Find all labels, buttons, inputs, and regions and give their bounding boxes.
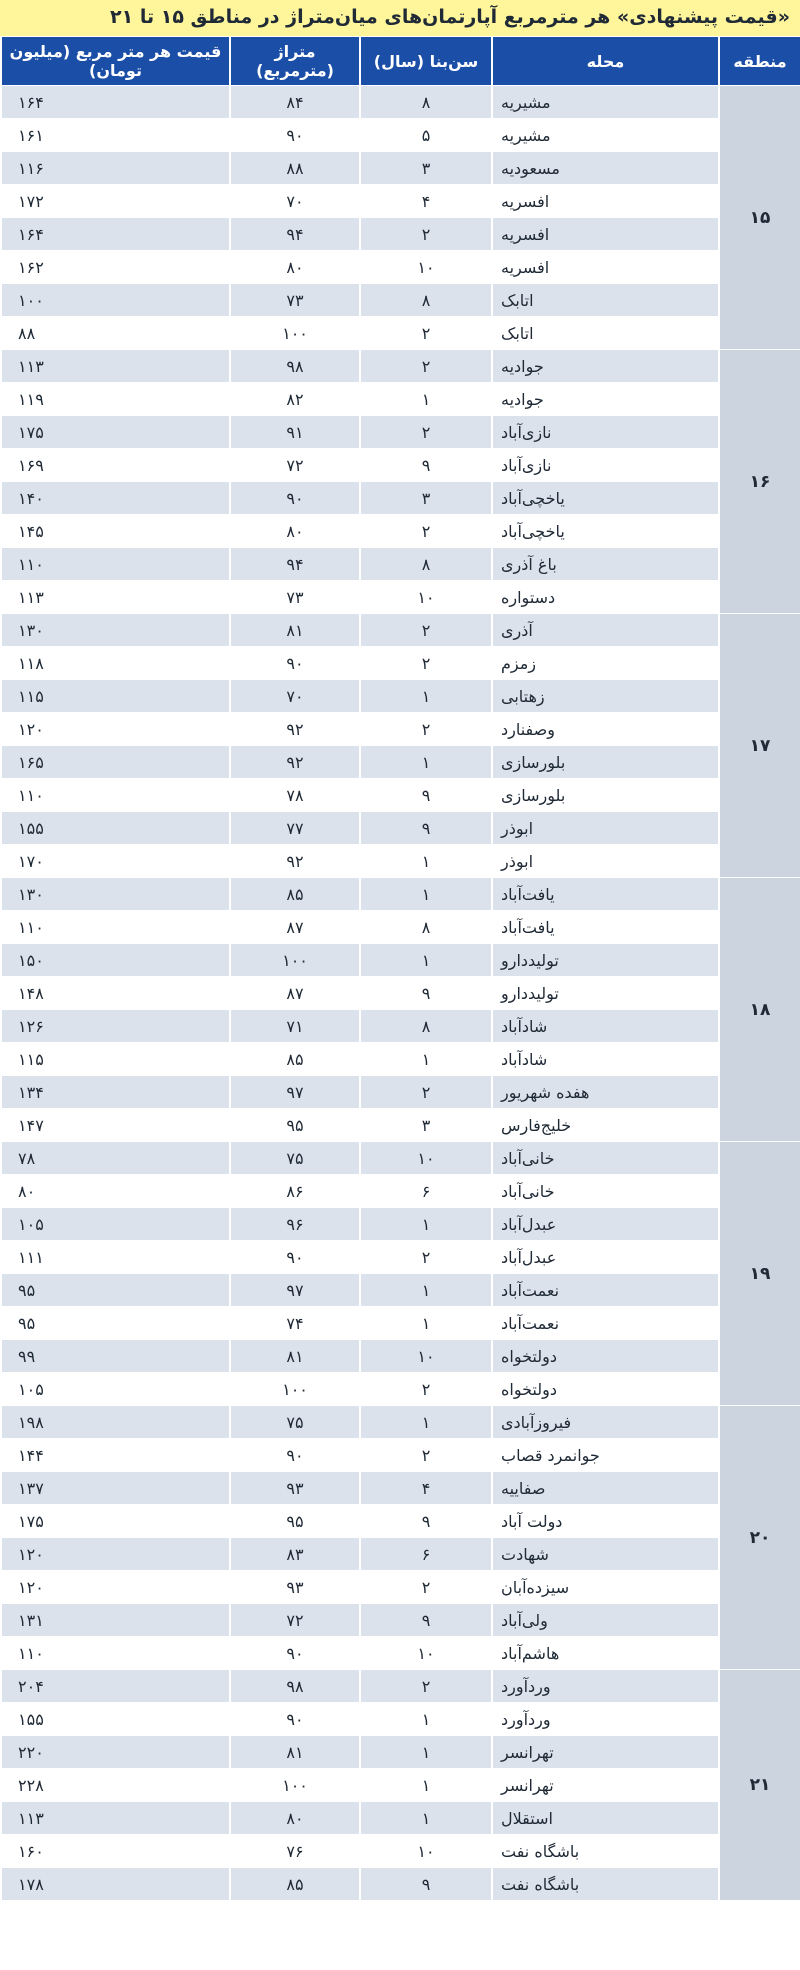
neighborhood-cell: عبدل‌آباد <box>493 1241 718 1273</box>
price-cell: ۱۶۱ <box>2 119 229 151</box>
table-row <box>2 515 800 547</box>
area-cell: ۸۰ <box>231 515 359 547</box>
table-row <box>2 812 800 844</box>
price-cell: ۹۵ <box>2 1307 229 1339</box>
price-cell: ۹۹ <box>2 1340 229 1372</box>
neighborhood-cell: باشگاه نفت <box>493 1868 718 1900</box>
age-cell: ۱ <box>361 944 491 976</box>
age-cell: ۸ <box>361 284 491 316</box>
neighborhood-cell: وردآورد <box>493 1670 718 1702</box>
price-cell: ۱۷۸ <box>2 1868 229 1900</box>
price-cell: ۱۱۳ <box>2 350 229 382</box>
area-cell: ۸۳ <box>231 1538 359 1570</box>
neighborhood-cell: خلیج‌فارس <box>493 1109 718 1141</box>
area-cell: ۷۸ <box>231 779 359 811</box>
price-cell: ۱۳۰ <box>2 878 229 910</box>
neighborhood-cell: خانی‌آباد <box>493 1142 718 1174</box>
age-cell: ۸ <box>361 1010 491 1042</box>
age-cell: ۸ <box>361 911 491 943</box>
age-cell: ۲ <box>361 1241 491 1273</box>
age-cell: ۲ <box>361 416 491 448</box>
area-cell: ۷۳ <box>231 284 359 316</box>
area-cell: ۸۷ <box>231 911 359 943</box>
table-row <box>2 680 800 712</box>
area-cell: ۹۴ <box>231 548 359 580</box>
table-row <box>2 284 800 316</box>
price-cell: ۷۸ <box>2 1142 229 1174</box>
area-cell: ۸۱ <box>231 614 359 646</box>
neighborhood-cell: ابوذر <box>493 845 718 877</box>
table-row <box>2 548 800 580</box>
age-cell: ۲ <box>361 1373 491 1405</box>
neighborhood-cell: باشگاه نفت <box>493 1835 718 1867</box>
price-cell: ۱۲۰ <box>2 713 229 745</box>
region-cell: ۱۵ <box>720 86 800 349</box>
price-cell: ۱۰۵ <box>2 1208 229 1240</box>
age-cell: ۱ <box>361 1769 491 1801</box>
age-cell: ۲ <box>361 1439 491 1471</box>
table-row <box>2 1307 800 1339</box>
region-cell: ۱۹ <box>720 1142 800 1405</box>
area-cell: ۹۰ <box>231 1637 359 1669</box>
age-cell: ۲ <box>361 614 491 646</box>
neighborhood-cell: یافت‌آباد <box>493 911 718 943</box>
area-cell: ۸۵ <box>231 1868 359 1900</box>
neighborhood-cell: نازی‌آباد <box>493 449 718 481</box>
age-cell: ۱ <box>361 878 491 910</box>
area-cell: ۸۵ <box>231 1043 359 1075</box>
age-cell: ۴ <box>361 185 491 217</box>
age-cell: ۹ <box>361 977 491 1009</box>
header-row <box>2 37 800 85</box>
neighborhood-cell: جوادیه <box>493 350 718 382</box>
table-row <box>2 944 800 976</box>
age-cell: ۲ <box>361 317 491 349</box>
price-cell: ۱۶۲ <box>2 251 229 283</box>
table-row <box>2 152 800 184</box>
area-cell: ۹۸ <box>231 1670 359 1702</box>
neighborhood-cell: سیزده‌آبان <box>493 1571 718 1603</box>
price-cell: ۱۳۱ <box>2 1604 229 1636</box>
price-cell: ۱۳۷ <box>2 1472 229 1504</box>
price-cell: ۱۶۰ <box>2 1835 229 1867</box>
table-row <box>2 1769 800 1801</box>
table-title: «قیمت پیشنهادی» هر مترمربع آپارتمان‌های میان‌متراژ در مناطق ۱۵ تا ۲۱ <box>0 0 800 36</box>
price-cell: ۱۱۰ <box>2 548 229 580</box>
age-cell: ۱ <box>361 1043 491 1075</box>
table-row <box>2 1208 800 1240</box>
table-row <box>2 1835 800 1867</box>
table-row <box>2 647 800 679</box>
age-cell: ۸ <box>361 548 491 580</box>
price-cell: ۱۲۶ <box>2 1010 229 1042</box>
neighborhood-cell: وردآورد <box>493 1703 718 1735</box>
area-cell: ۷۷ <box>231 812 359 844</box>
table-body <box>2 86 800 1900</box>
table-row <box>2 779 800 811</box>
age-cell: ۹ <box>361 779 491 811</box>
price-cell: ۱۷۵ <box>2 416 229 448</box>
table-row <box>2 86 800 118</box>
age-cell: ۶ <box>361 1538 491 1570</box>
neighborhood-cell: صفاییه <box>493 1472 718 1504</box>
age-cell: ۲ <box>361 647 491 679</box>
area-cell: ۸۵ <box>231 878 359 910</box>
area-cell: ۸۰ <box>231 251 359 283</box>
age-cell: ۱ <box>361 1307 491 1339</box>
age-cell: ۲ <box>361 713 491 745</box>
price-cell: ۱۶۵ <box>2 746 229 778</box>
age-cell: ۱۰ <box>361 1340 491 1372</box>
area-cell: ۹۰ <box>231 119 359 151</box>
neighborhood-cell: وصفنارد <box>493 713 718 745</box>
neighborhood-cell: نعمت‌آباد <box>493 1274 718 1306</box>
table-row <box>2 383 800 415</box>
price-cell: ۲۲۰ <box>2 1736 229 1768</box>
age-cell: ۴ <box>361 1472 491 1504</box>
area-cell: ۹۲ <box>231 713 359 745</box>
table-row <box>2 1076 800 1108</box>
area-cell: ۷۰ <box>231 185 359 217</box>
neighborhood-cell: تولیددارو <box>493 944 718 976</box>
area-cell: ۹۲ <box>231 845 359 877</box>
area-cell: ۹۰ <box>231 647 359 679</box>
table-row <box>2 416 800 448</box>
price-cell: ۱۱۸ <box>2 647 229 679</box>
area-cell: ۷۰ <box>231 680 359 712</box>
neighborhood-cell: یاخچی‌آباد <box>493 482 718 514</box>
price-cell: ۹۵ <box>2 1274 229 1306</box>
area-cell: ۹۵ <box>231 1109 359 1141</box>
age-cell: ۲ <box>361 218 491 250</box>
neighborhood-cell: یافت‌آباد <box>493 878 718 910</box>
price-cell: ۱۱۵ <box>2 1043 229 1075</box>
table-row <box>2 1604 800 1636</box>
price-cell: ۱۷۲ <box>2 185 229 217</box>
neighborhood-cell: یاخچی‌آباد <box>493 515 718 547</box>
table-row <box>2 317 800 349</box>
neighborhood-cell: زمزم <box>493 647 718 679</box>
table-row <box>2 1439 800 1471</box>
age-cell: ۱ <box>361 746 491 778</box>
neighborhood-cell: شادآباد <box>493 1043 718 1075</box>
header-area: متراژ (مترمربع) <box>231 37 359 85</box>
neighborhood-cell: اتابک <box>493 317 718 349</box>
neighborhood-cell: مشیریه <box>493 86 718 118</box>
price-cell: ۱۱۰ <box>2 779 229 811</box>
price-cell: ۱۰۰ <box>2 284 229 316</box>
table-row <box>2 1241 800 1273</box>
price-cell: ۱۴۷ <box>2 1109 229 1141</box>
neighborhood-cell: جوانمرد قصاب <box>493 1439 718 1471</box>
age-cell: ۱۰ <box>361 1142 491 1174</box>
age-cell: ۲ <box>361 515 491 547</box>
area-cell: ۹۷ <box>231 1274 359 1306</box>
table-row <box>2 1868 800 1900</box>
neighborhood-cell: نازی‌آباد <box>493 416 718 448</box>
age-cell: ۱۰ <box>361 1835 491 1867</box>
price-cell: ۱۹۸ <box>2 1406 229 1438</box>
neighborhood-cell: ولی‌آباد <box>493 1604 718 1636</box>
neighborhood-cell: شهادت <box>493 1538 718 1570</box>
table-row <box>2 1802 800 1834</box>
area-cell: ۹۰ <box>231 1241 359 1273</box>
price-cell: ۱۴۸ <box>2 977 229 1009</box>
table-row <box>2 845 800 877</box>
age-cell: ۹ <box>361 449 491 481</box>
age-cell: ۹ <box>361 1868 491 1900</box>
age-cell: ۱ <box>361 1703 491 1735</box>
price-cell: ۱۳۰ <box>2 614 229 646</box>
age-cell: ۲ <box>361 1670 491 1702</box>
table-row <box>2 350 800 382</box>
area-cell: ۸۰ <box>231 1802 359 1834</box>
neighborhood-cell: هفده شهریور <box>493 1076 718 1108</box>
age-cell: ۲ <box>361 1076 491 1108</box>
age-cell: ۱۰ <box>361 251 491 283</box>
neighborhood-cell: مشیریه <box>493 119 718 151</box>
area-cell: ۹۲ <box>231 746 359 778</box>
neighborhood-cell: تهرانسر <box>493 1769 718 1801</box>
table-row <box>2 449 800 481</box>
neighborhood-cell: افسریه <box>493 251 718 283</box>
table-row <box>2 1637 800 1669</box>
neighborhood-cell: افسریه <box>493 185 718 217</box>
table-row <box>2 1406 800 1438</box>
table-row <box>2 1670 800 1702</box>
price-cell: ۱۰۵ <box>2 1373 229 1405</box>
price-cell: ۸۸ <box>2 317 229 349</box>
table-row <box>2 878 800 910</box>
table-row <box>2 1142 800 1174</box>
table-row <box>2 977 800 1009</box>
table-row <box>2 746 800 778</box>
area-cell: ۷۴ <box>231 1307 359 1339</box>
table-row <box>2 1505 800 1537</box>
area-cell: ۱۰۰ <box>231 317 359 349</box>
neighborhood-cell: زهتابی <box>493 680 718 712</box>
table-row <box>2 614 800 646</box>
area-cell: ۱۰۰ <box>231 944 359 976</box>
header-price: قیمت هر متر مربع (میلیون تومان) <box>2 37 229 85</box>
neighborhood-cell: نعمت‌آباد <box>493 1307 718 1339</box>
table-row <box>2 251 800 283</box>
area-cell: ۷۳ <box>231 581 359 613</box>
neighborhood-cell: هاشم‌آباد <box>493 1637 718 1669</box>
age-cell: ۶ <box>361 1175 491 1207</box>
age-cell: ۳ <box>361 152 491 184</box>
price-cell: ۱۶۹ <box>2 449 229 481</box>
age-cell: ۱ <box>361 383 491 415</box>
price-cell: ۱۶۴ <box>2 86 229 118</box>
price-cell: ۱۱۹ <box>2 383 229 415</box>
neighborhood-cell: آذری <box>493 614 718 646</box>
area-cell: ۹۷ <box>231 1076 359 1108</box>
header-neighborhood: محله <box>493 37 718 85</box>
table-row <box>2 1571 800 1603</box>
area-cell: ۹۵ <box>231 1505 359 1537</box>
neighborhood-cell: تهرانسر <box>493 1736 718 1768</box>
price-cell: ۱۶۴ <box>2 218 229 250</box>
neighborhood-cell: عبدل‌آباد <box>493 1208 718 1240</box>
neighborhood-cell: ابوذر <box>493 812 718 844</box>
price-cell: ۱۱۳ <box>2 581 229 613</box>
age-cell: ۹ <box>361 1604 491 1636</box>
price-cell: ۱۴۵ <box>2 515 229 547</box>
area-cell: ۹۰ <box>231 1703 359 1735</box>
price-cell: ۸۰ <box>2 1175 229 1207</box>
neighborhood-cell: اتابک <box>493 284 718 316</box>
neighborhood-cell: شادآباد <box>493 1010 718 1042</box>
area-cell: ۱۰۰ <box>231 1769 359 1801</box>
neighborhood-cell: تولیددارو <box>493 977 718 1009</box>
area-cell: ۹۴ <box>231 218 359 250</box>
table-row <box>2 1472 800 1504</box>
table-row <box>2 1175 800 1207</box>
neighborhood-cell: دولتخواه <box>493 1340 718 1372</box>
table-row <box>2 1340 800 1372</box>
price-cell: ۱۷۵ <box>2 1505 229 1537</box>
neighborhood-cell: باغ آذری <box>493 548 718 580</box>
price-cell: ۱۵۵ <box>2 812 229 844</box>
table-row <box>2 713 800 745</box>
price-cell: ۱۱۶ <box>2 152 229 184</box>
neighborhood-cell: دولت آباد <box>493 1505 718 1537</box>
age-cell: ۱ <box>361 1274 491 1306</box>
area-cell: ۷۲ <box>231 1604 359 1636</box>
area-cell: ۹۰ <box>231 482 359 514</box>
region-cell: ۲۱ <box>720 1670 800 1900</box>
table-row <box>2 1274 800 1306</box>
area-cell: ۸۸ <box>231 152 359 184</box>
age-cell: ۱۰ <box>361 581 491 613</box>
area-cell: ۷۶ <box>231 1835 359 1867</box>
neighborhood-cell: افسریه <box>493 218 718 250</box>
table-row <box>2 185 800 217</box>
age-cell: ۱ <box>361 1802 491 1834</box>
area-cell: ۸۱ <box>231 1340 359 1372</box>
area-cell: ۷۵ <box>231 1142 359 1174</box>
neighborhood-cell: فیروزآبادی <box>493 1406 718 1438</box>
age-cell: ۱ <box>361 1208 491 1240</box>
price-cell: ۲۲۸ <box>2 1769 229 1801</box>
area-cell: ۹۶ <box>231 1208 359 1240</box>
area-cell: ۹۸ <box>231 350 359 382</box>
price-cell: ۱۵۵ <box>2 1703 229 1735</box>
price-cell: ۱۴۴ <box>2 1439 229 1471</box>
area-cell: ۱۰۰ <box>231 1373 359 1405</box>
region-cell: ۱۷ <box>720 614 800 877</box>
price-cell: ۱۴۰ <box>2 482 229 514</box>
table-row <box>2 119 800 151</box>
area-cell: ۹۳ <box>231 1571 359 1603</box>
neighborhood-cell: خانی‌آباد <box>493 1175 718 1207</box>
area-cell: ۷۵ <box>231 1406 359 1438</box>
neighborhood-cell: مسعودیه <box>493 152 718 184</box>
area-cell: ۹۰ <box>231 1439 359 1471</box>
header-region: منطقه <box>720 37 800 85</box>
table-row <box>2 1010 800 1042</box>
area-cell: ۸۲ <box>231 383 359 415</box>
price-cell: ۱۲۰ <box>2 1571 229 1603</box>
table-row <box>2 482 800 514</box>
neighborhood-cell: بلورسازی <box>493 746 718 778</box>
price-table <box>0 36 800 1901</box>
area-cell: ۸۱ <box>231 1736 359 1768</box>
age-cell: ۱ <box>361 1736 491 1768</box>
neighborhood-cell: بلورسازی <box>493 779 718 811</box>
region-cell: ۱۸ <box>720 878 800 1141</box>
area-cell: ۹۳ <box>231 1472 359 1504</box>
area-cell: ۸۷ <box>231 977 359 1009</box>
price-cell: ۱۳۴ <box>2 1076 229 1108</box>
table-row <box>2 1109 800 1141</box>
age-cell: ۳ <box>361 1109 491 1141</box>
area-cell: ۷۱ <box>231 1010 359 1042</box>
table-row <box>2 1703 800 1735</box>
neighborhood-cell: جوادیه <box>493 383 718 415</box>
table-row <box>2 218 800 250</box>
area-cell: ۷۲ <box>231 449 359 481</box>
price-cell: ۱۲۰ <box>2 1538 229 1570</box>
area-cell: ۸۶ <box>231 1175 359 1207</box>
region-cell: ۱۶ <box>720 350 800 613</box>
table-row <box>2 1538 800 1570</box>
age-cell: ۱ <box>361 845 491 877</box>
age-cell: ۵ <box>361 119 491 151</box>
table-row <box>2 1373 800 1405</box>
header-age: سن‌بنا (سال) <box>361 37 491 85</box>
region-cell: ۲۰ <box>720 1406 800 1669</box>
age-cell: ۲ <box>361 350 491 382</box>
price-cell: ۱۵۰ <box>2 944 229 976</box>
age-cell: ۱ <box>361 1406 491 1438</box>
neighborhood-cell: دولتخواه <box>493 1373 718 1405</box>
price-cell: ۱۱۰ <box>2 911 229 943</box>
area-cell: ۹۱ <box>231 416 359 448</box>
price-cell: ۱۷۰ <box>2 845 229 877</box>
age-cell: ۱۰ <box>361 1637 491 1669</box>
table-row <box>2 1736 800 1768</box>
price-cell: ۱۱۰ <box>2 1637 229 1669</box>
area-cell: ۸۴ <box>231 86 359 118</box>
price-cell: ۲۰۴ <box>2 1670 229 1702</box>
price-cell: ۱۱۱ <box>2 1241 229 1273</box>
age-cell: ۹ <box>361 812 491 844</box>
neighborhood-cell: دستواره <box>493 581 718 613</box>
price-cell: ۱۱۵ <box>2 680 229 712</box>
age-cell: ۳ <box>361 482 491 514</box>
age-cell: ۲ <box>361 1571 491 1603</box>
age-cell: ۱ <box>361 680 491 712</box>
table-row <box>2 911 800 943</box>
age-cell: ۹ <box>361 1505 491 1537</box>
neighborhood-cell: استقلال <box>493 1802 718 1834</box>
price-cell: ۱۱۳ <box>2 1802 229 1834</box>
table-row <box>2 1043 800 1075</box>
age-cell: ۸ <box>361 86 491 118</box>
table-row <box>2 581 800 613</box>
